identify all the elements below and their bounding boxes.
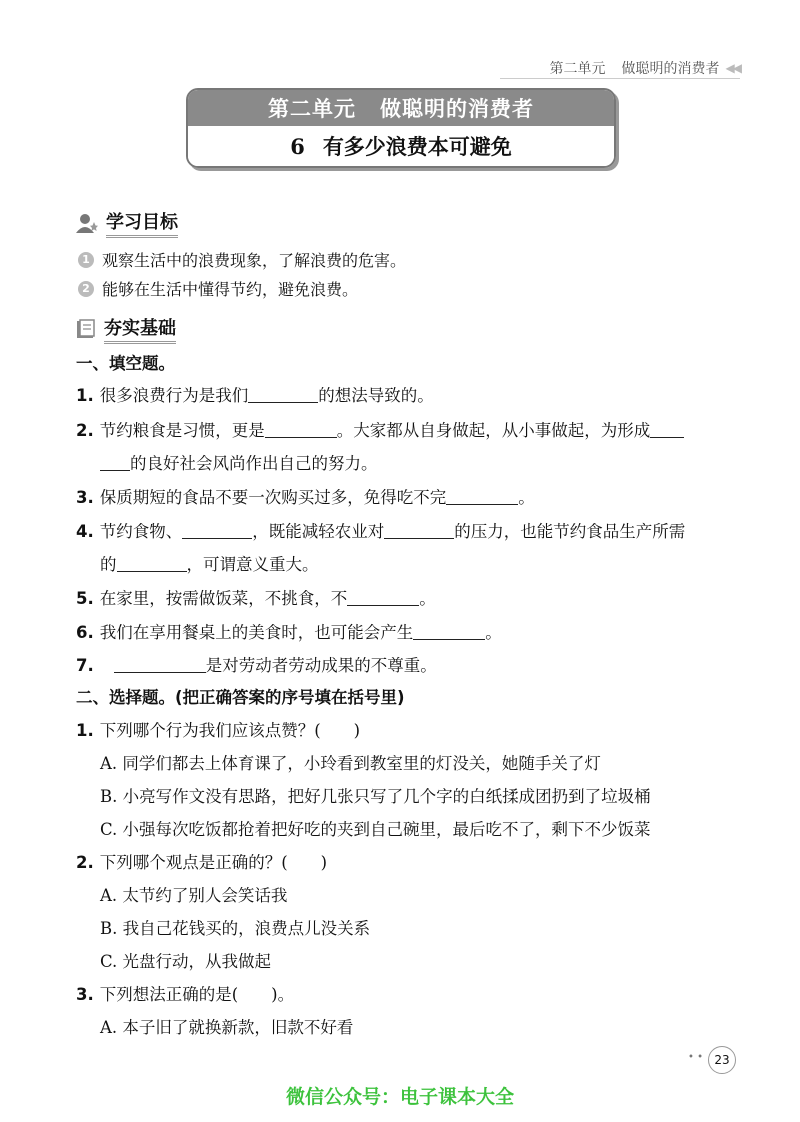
answer-blank[interactable] [413, 623, 485, 640]
answer-blank[interactable] [117, 555, 187, 572]
unit-label: 第二单元 [268, 96, 356, 121]
section-basics-label: 夯实基础 [104, 314, 176, 344]
answer-blank[interactable] [347, 589, 419, 606]
question-7: 7. 是对劳动者劳动成果的不尊重。 [76, 656, 437, 675]
mc-option[interactable]: A. 同学们都去上体育课了，小玲看到教室里的灯没关，她随手关了灯 [100, 754, 601, 773]
answer-blank[interactable] [248, 386, 318, 403]
lesson-title-box [186, 88, 616, 168]
student-icon [76, 213, 98, 233]
lesson-number: 6 [290, 133, 305, 159]
lesson-title: 有多少浪费本可避免 [322, 134, 512, 159]
running-header-title: 做聪明的消费者 [621, 61, 720, 77]
mc-option[interactable]: B. 我自己花钱买的，浪费点儿没关系 [100, 919, 371, 938]
running-header [550, 58, 740, 78]
goal-number: 1 [78, 252, 94, 268]
answer-blank[interactable] [100, 454, 130, 471]
mc-option[interactable]: A. 本子旧了就换新款，旧款不好看 [100, 1018, 354, 1037]
mc-question-3: 3. 下列想法正确的是( )。 [76, 985, 295, 1004]
question-2: 2. 节约粮食是习惯，更是 。大家都从自身做起，从小事做起，为形成 [76, 419, 684, 443]
page-dots-icon: • • [688, 1052, 703, 1063]
goal-text: 观察生活中的浪费现象，了解浪费的危害。 [102, 251, 407, 270]
footer-watermark: 微信公众号：电子课本大全 [285, 1086, 514, 1108]
lesson-heading [188, 126, 614, 166]
goal-number: 2 [78, 281, 94, 297]
mc-question-1: 1. 下列哪个行为我们应该点赞？( ) [76, 721, 361, 740]
notebook-icon [76, 319, 96, 339]
chevron-arrows-icon: ◀◀ [725, 61, 740, 75]
part1-heading: 一、填空题。 [76, 354, 175, 373]
mc-option[interactable]: C. 光盘行动，从我做起 [100, 952, 272, 971]
answer-blank[interactable] [182, 522, 252, 539]
answer-blank[interactable] [650, 421, 684, 438]
goal-item [78, 248, 406, 271]
question-4-cont: 的 ，可谓意义重大。 [100, 555, 319, 574]
header-divider [500, 78, 740, 79]
question-3: 3. 保质期短的食品不要一次购买过多，免得吃不完 。 [76, 488, 535, 507]
question-4: 4. 节约食物、 ，既能减轻农业对 的压力，也能节约食品生产所需 [76, 522, 686, 541]
mc-option[interactable]: A. 太节约了别人会笑话我 [100, 886, 288, 905]
answer-blank[interactable] [446, 488, 518, 505]
goal-item [78, 277, 358, 300]
part2-heading: 二、选择题。(把正确答案的序号填在括号里) [76, 688, 405, 707]
mc-question-2: 2. 下列哪个观点是正确的？( ) [76, 853, 328, 872]
mc-option[interactable]: B. 小亮写作文没有思路，把好几张只写了几个字的白纸揉成团扔到了垃圾桶 [100, 787, 651, 806]
goal-text: 能够在生活中懂得节约，避免浪费。 [102, 280, 359, 299]
answer-blank[interactable] [384, 522, 454, 539]
mc-option[interactable]: C. 小强每次吃饭都抢着把好吃的夹到自己碗里，最后吃不了，剩下不少饭菜 [100, 820, 651, 839]
unit-topic: 做聪明的消费者 [380, 96, 534, 121]
question-2-cont: 的良好社会风尚作出自己的努力。 [100, 452, 378, 476]
section-basics-heading [76, 314, 176, 344]
answer-blank[interactable] [265, 421, 337, 438]
running-header-unit: 第二单元 [549, 61, 606, 77]
question-1: 1. 很多浪费行为是我们 的想法导致的。 [76, 386, 434, 405]
unit-banner [188, 90, 614, 126]
question-6: 6. 我们在享用餐桌上的美食时，也可能会产生 。 [76, 623, 502, 642]
answer-blank[interactable] [114, 656, 206, 673]
section-goals-heading [76, 208, 178, 238]
question-5: 5. 在家里，按需做饭菜，不挑食，不 。 [76, 589, 436, 608]
page-number: 23 [708, 1046, 736, 1074]
section-goals-label: 学习目标 [106, 208, 178, 238]
